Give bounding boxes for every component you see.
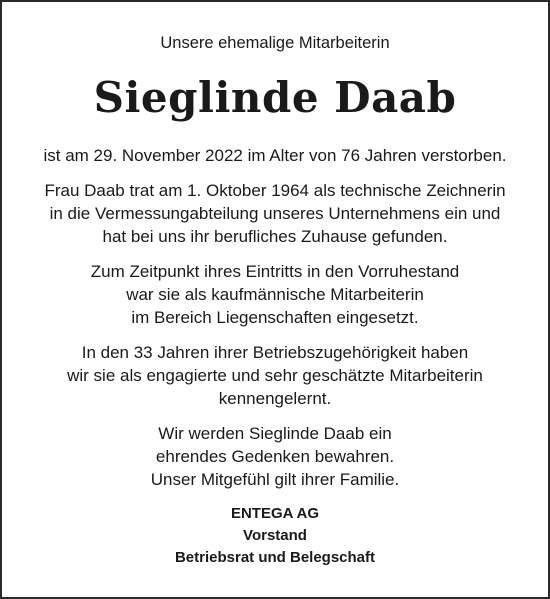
signature-board: Vorstand bbox=[243, 527, 307, 544]
paragraph-2-line-2: war sie als kaufmännische Mitarbeiterin bbox=[126, 285, 424, 304]
paragraph-2-line-1: Zum Zeitpunkt ihres Eintritts in den Vorruhestand bbox=[90, 262, 460, 281]
paragraph-4-line-3: Unser Mitgefühl gilt ihrer Familie. bbox=[150, 470, 400, 489]
paragraph-2-line-3: im Bereich Liegenschaften eingesetzt. bbox=[131, 308, 419, 327]
paragraph-1-line-2: in die Vermessungabteilung unseres Unternehmens ein und bbox=[49, 204, 501, 223]
paragraph-1-line-1: Frau Daab trat am 1. Oktober 1964 als technische Zeichnerin bbox=[44, 181, 506, 200]
paragraph-4-line-1: Wir werden Sieglinde Daab ein bbox=[158, 424, 392, 443]
paragraph-1-line-3: hat bei uns ihr berufliches Zuhause gefunden. bbox=[102, 227, 448, 246]
notice-body bbox=[2, 2, 548, 597]
death-line: ist am 29. November 2022 im Alter von 76 Jahren verstorben. bbox=[43, 146, 507, 165]
paragraph-4-line-2: ehrendes Gedenken bewahren. bbox=[155, 447, 395, 466]
signature-council: Betriebsrat und Belegschaft bbox=[174, 549, 376, 566]
paragraph-3-line-2: wir sie als engagierte und sehr geschätzte Mitarbeiterin bbox=[67, 366, 483, 385]
deceased-name: Sieglinde Daab bbox=[93, 73, 457, 122]
intro-line: Unsere ehemalige Mitarbeiterin bbox=[160, 34, 390, 52]
paragraph-3-line-3: kennengelernt. bbox=[218, 389, 332, 408]
signature-company: ENTEGA AG bbox=[230, 505, 320, 522]
paragraph-3-line-1: In den 33 Jahren ihrer Betriebszugehörigkeit haben bbox=[81, 343, 469, 362]
